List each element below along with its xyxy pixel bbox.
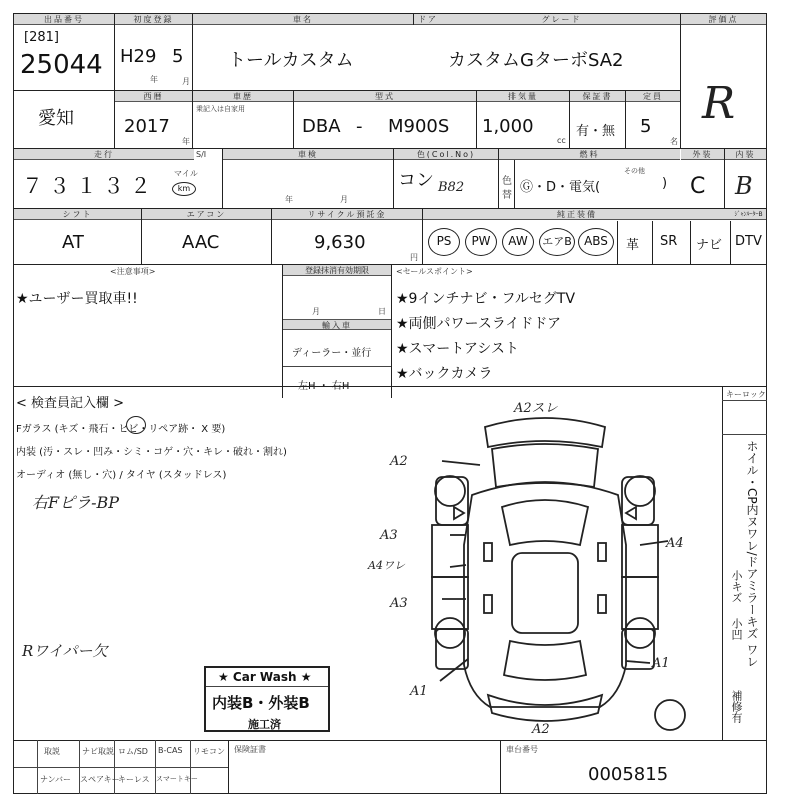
- sales-header: <セールスポイント>: [396, 267, 473, 276]
- spare-wheel: [655, 700, 685, 730]
- expiry-month-unit: 月: [312, 307, 320, 316]
- item-number: ナンバー: [40, 775, 72, 784]
- fuel-close: ): [662, 176, 668, 191]
- mark-left-mirror: A4ワレ: [368, 559, 405, 572]
- audio-line: オーディオ (無し・穴) / タイヤ (スタッドレス): [16, 470, 227, 481]
- item-rom: ロム/SD: [118, 747, 148, 756]
- name-header: 車名: [193, 14, 413, 25]
- carwash-grade: 内装B・外装B: [212, 694, 310, 712]
- steering: 左H ・ 右H: [298, 381, 350, 392]
- year-unit: 年: [150, 75, 158, 84]
- mark-right-rear: A1: [652, 656, 670, 671]
- mileage-header: 走行: [14, 149, 194, 160]
- lot-header: 出品番号: [14, 14, 114, 25]
- serial-number: 0005815: [588, 764, 669, 785]
- equip-dtv: DTV: [735, 234, 762, 249]
- side-small-2: 小凹: [730, 618, 743, 640]
- interior-header: 内装: [725, 149, 766, 160]
- type-dash: -: [356, 116, 363, 137]
- equip-airbag: エアB: [539, 228, 575, 256]
- side-repair: 補修有: [730, 690, 743, 723]
- warranty: 有・無: [576, 124, 616, 139]
- interior: B: [735, 172, 753, 200]
- item-spare-key: スペアキー: [80, 775, 120, 784]
- right-rear-door: [622, 577, 658, 629]
- color-header: 色(Col.No): [394, 149, 498, 160]
- month-unit: 月: [182, 77, 190, 86]
- exterior: C: [690, 174, 706, 199]
- expiry-day-unit: 日: [378, 307, 386, 316]
- mile-label: マイル: [174, 169, 198, 178]
- recycle: 9,630: [314, 232, 366, 253]
- carwash-title: ★ Car Wash ★: [218, 670, 312, 684]
- warranty-header: 保証書: [570, 91, 625, 102]
- serial-header: 車台番号: [506, 745, 538, 754]
- lot-bracket: [281]: [24, 30, 59, 45]
- wheel-fl: [435, 476, 465, 506]
- ac-header: エアコン: [142, 209, 271, 220]
- side-small-1: 小キズ: [730, 570, 743, 603]
- interior-line: 内装 (汚・スレ・凹み・シミ・コゲ・穴・キレ・破れ・割れ): [16, 447, 287, 458]
- ac: AAC: [182, 232, 220, 253]
- model-year-unit: 年: [182, 137, 190, 146]
- color: コン: [398, 170, 434, 191]
- mark-left-rear-door: A3: [390, 596, 408, 611]
- right-front-door: [622, 525, 658, 577]
- equip-navi: ナビ: [696, 238, 723, 253]
- recycle-header: リサイクル預託金: [272, 209, 422, 220]
- rear-bumper: [488, 695, 602, 721]
- import-header: 輸入車: [283, 319, 391, 330]
- hand-note-2: Rワイパー欠: [22, 642, 108, 660]
- inspection-month-unit: 月: [340, 195, 348, 204]
- grade: カスタムGターボSA2: [448, 50, 624, 71]
- wheel-rl: [435, 618, 465, 648]
- model-year-header: 西暦: [115, 91, 192, 102]
- caution-header: <注意事項>: [110, 267, 156, 276]
- equip-ps: PS: [428, 228, 460, 256]
- grade-header: グレード: [443, 14, 680, 25]
- dealer: ディーラー・並行: [292, 348, 372, 359]
- fuel: Ⓖ・D・電気(: [520, 180, 601, 195]
- yen-unit: 円: [410, 253, 418, 262]
- side-note: ホイル・CP内ヌワレ/ドアミラーキズ ワレ: [745, 440, 759, 668]
- rear-window: [504, 641, 586, 680]
- fuel-other: その他: [624, 167, 645, 175]
- color-change-1: 色: [502, 176, 512, 187]
- hand-note-1: 右Fピラ-BP: [32, 493, 120, 512]
- item-navi-manual: ナビ取説: [82, 747, 114, 756]
- car-name: トールカスタム: [228, 50, 354, 71]
- item-manual: 取説: [44, 747, 60, 756]
- door-header: ドア: [413, 14, 443, 25]
- lot-number: 25044: [20, 50, 103, 80]
- mark-top: A2スレ: [514, 401, 558, 416]
- seats-unit: 名: [670, 137, 678, 146]
- wheel-rr: [625, 618, 655, 648]
- cc-unit: cc: [557, 136, 566, 145]
- mileage-si: S/I: [196, 150, 207, 159]
- left-rear-door: [432, 577, 468, 629]
- insurance-header: 保険証書: [234, 745, 266, 754]
- fglass-line: Fガラス (キズ・飛石・ヒビ・リペア跡・ X 要): [16, 424, 226, 435]
- expiry-header: 登録抹消有効期限: [283, 265, 391, 276]
- inspection-header: 車検: [223, 149, 393, 160]
- km-label: km: [172, 182, 196, 196]
- front-bumper: [485, 418, 605, 447]
- keylock-header: キーロック: [726, 390, 766, 399]
- seats-header: 定員: [626, 91, 680, 102]
- type-code: M900S: [388, 116, 450, 137]
- sales-point-2: ★両側パワースライドドア: [396, 316, 562, 332]
- caution-item: ★ユーザー買取車!!: [16, 291, 138, 307]
- sales-point-1: ★9インチナビ・フルセグTV: [396, 291, 576, 307]
- area: 愛知: [38, 108, 74, 129]
- shift: AT: [62, 232, 84, 253]
- left-front-door: [432, 525, 468, 577]
- mark-left-rear: A1: [410, 684, 428, 699]
- carwash-done: 施工済: [248, 718, 281, 731]
- mileage: ７３１３２: [22, 174, 157, 198]
- mark-right-door: A4: [666, 536, 684, 551]
- item-bcas: B-CAS: [158, 746, 183, 755]
- reg-year: H29: [120, 46, 157, 67]
- item-keyless: キーレス: [118, 775, 150, 784]
- seats: 5: [640, 116, 652, 137]
- fglass-circle: [126, 416, 146, 434]
- model-year: 2017: [124, 116, 170, 137]
- sales-point-3: ★スマートアシスト: [396, 341, 519, 357]
- windshield: [502, 500, 588, 545]
- color-change-2: 替: [502, 190, 512, 201]
- mark-left-front-door: A3: [380, 528, 398, 543]
- inspection-year-unit: 年: [285, 195, 293, 204]
- inspector-header: < 検査員記入欄 >: [16, 396, 125, 411]
- item-smart-key: スマートキー: [156, 775, 198, 783]
- item-remote: リモコン: [193, 747, 225, 756]
- equipment-side-header: ｼﾞｬﾝﾙｰﾀｰB: [731, 209, 766, 220]
- reg-month: 5: [172, 46, 184, 67]
- equip-abs: ABS: [578, 228, 614, 256]
- reg-header: 初度登録: [115, 14, 192, 25]
- exterior-header: 外装: [681, 149, 724, 160]
- roof: [512, 553, 578, 633]
- displacement-header: 排気量: [477, 91, 569, 102]
- type-prefix: DBA: [302, 116, 341, 137]
- equip-leather: 革: [626, 238, 640, 253]
- shaken-note: 乗記入は自家用: [196, 105, 245, 113]
- displacement: 1,000: [482, 116, 534, 137]
- equip-sr: SR: [660, 234, 678, 249]
- shift-header: シフト: [14, 209, 141, 220]
- shaken-header: 車歴: [193, 91, 293, 102]
- wheel-fr: [625, 476, 655, 506]
- equip-pw: PW: [465, 228, 497, 256]
- equip-aw: AW: [502, 228, 534, 256]
- fuel-header: 燃料: [499, 149, 680, 160]
- sales-point-4: ★バックカメラ: [396, 366, 493, 382]
- mark-bottom: A2: [532, 722, 550, 737]
- equipment-header: 純正装備: [423, 209, 731, 220]
- car-diagram: [368, 395, 720, 740]
- color-code: B82: [438, 180, 465, 195]
- hood: [492, 444, 598, 487]
- type-header: 型式: [294, 91, 476, 102]
- score-value: R: [702, 78, 736, 129]
- mark-left-fender: A2: [390, 454, 408, 469]
- score-header: 評価点: [681, 14, 766, 25]
